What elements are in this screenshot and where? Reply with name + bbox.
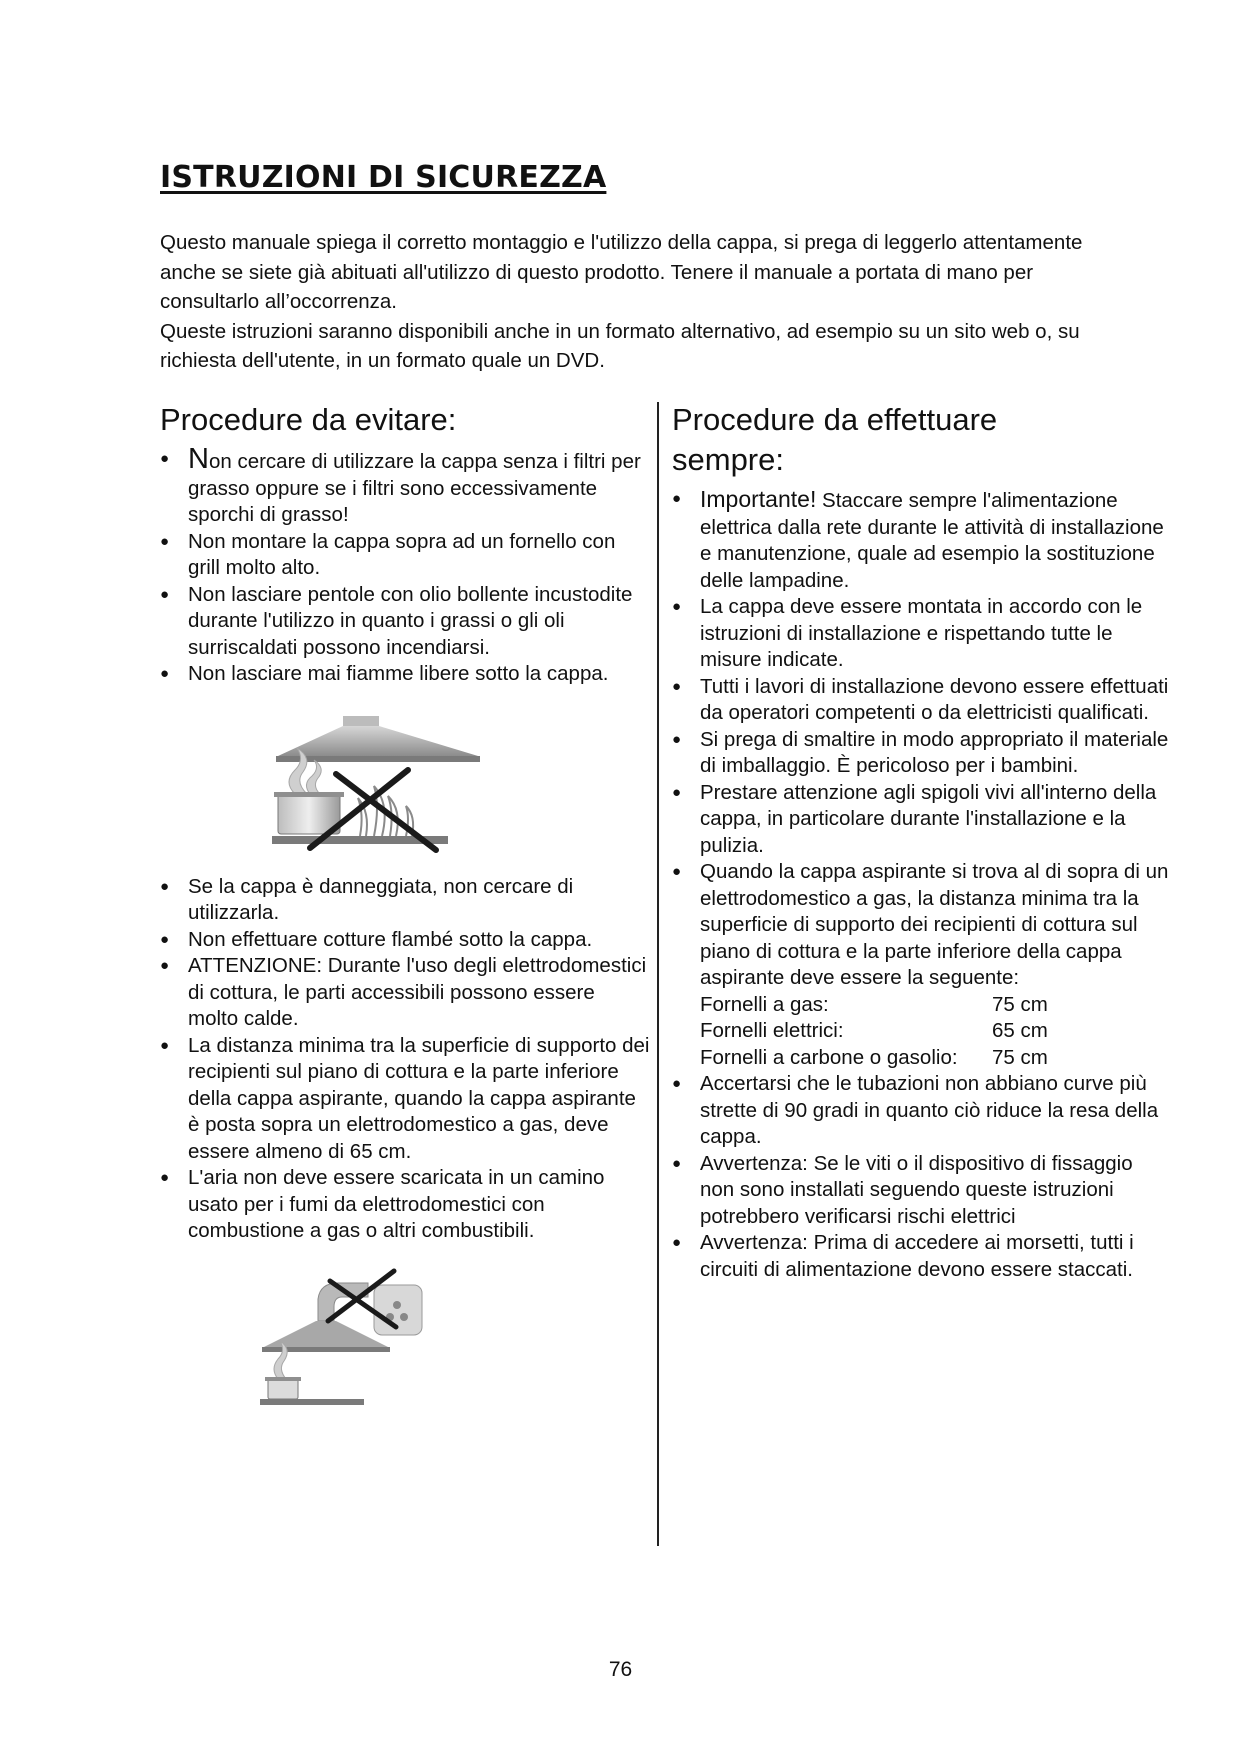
- left-column: [160, 400, 650, 1427]
- always-list: [672, 486, 1172, 1283]
- distance-value: 75 cm: [992, 992, 1048, 1016]
- intro-text: [160, 228, 1120, 376]
- list-item: ● Non montare la cappa sopra ad un fornello con grill molto alto.: [160, 529, 650, 582]
- table-row: [700, 1018, 1048, 1045]
- table-row: [700, 1045, 1048, 1072]
- list-item: ● Accertarsi che le tubazioni non abbiano curve più strette di 90 gradi in quanto ciò riduce la resa della cappa.: [672, 1071, 1172, 1151]
- list-item-text: Quando la cappa aspirante si trova al di sopra di un elettrodomestico a gas, la distanza minima tra la superficie di supporto dei recipienti di cottura sul piano di cottura e la parte inferiore della cappa aspirante deve essere la seguente:: [700, 860, 1169, 989]
- distance-value: 75 cm: [992, 1045, 1048, 1069]
- list-item: ● Avvertenza: Prima di accedere ai morsetti, tutti i circuiti di alimentazione devono essere staccati.: [672, 1230, 1172, 1283]
- list-item: ● Prestare attenzione agli spigoli vivi all'interno della cappa, in particolare durante l'installazione e la pulizia.: [672, 780, 1172, 860]
- distance-table: [700, 992, 1048, 1072]
- distance-label: Fornelli elettrici:: [700, 1019, 844, 1042]
- intro-paragraph-2: Queste istruzioni saranno disponibili anche in un formato alternativo, ad esempio su un sito web o, su richiesta dell'utente, in un formato quale un DVD.: [160, 319, 1080, 372]
- list-item-text: on cercare di utilizzare la cappa senza i filtri per grasso oppure se i filtri sono eccessivamente sporchi di grasso!: [188, 450, 641, 526]
- distance-label: Fornelli a gas:: [700, 992, 829, 1016]
- list-item: ● Tutti i lavori di installazione devono essere effettuati da operatori competenti o da elettricisti qualificati.: [672, 674, 1172, 727]
- list-item: [672, 859, 1172, 1071]
- intro-paragraph-1: Questo manuale spiega il corretto montaggio e l'utilizzo della cappa, si prega di leggerlo attentamente anche se siete già abituati all'utilizzo di questo prodotto. Tenere il manuale a portata di mano per consultarlo all’occorrenza.: [160, 231, 1083, 313]
- list-item: ● La distanza minima tra la superficie di supporto dei recipienti sul piano di cottura e la parte inferiore della cappa aspirante, quando la cappa aspirante è posta sopra un elettrodomestico a gas, deve essere almeno di 65 cm.: [160, 1033, 650, 1166]
- first-letter: N: [188, 443, 209, 475]
- avoid-list-a: [160, 443, 650, 688]
- list-item: ● La cappa deve essere montata in accordo con le istruzioni di installazione e rispettando tutte le misure indicate.: [672, 594, 1172, 674]
- avoid-list-b: [160, 874, 650, 1245]
- list-item: ● ATTENZIONE: Durante l'uso degli elettrodomestici di cottura, le parti accessibili possono essere molto calde.: [160, 953, 650, 1033]
- hood-chimney-illustration: [160, 1261, 650, 1411]
- list-item: ● Si prega di smaltire in modo appropriato il materiale di imballaggio. È pericoloso per i bambini.: [672, 727, 1172, 780]
- list-item: ● Avvertenza: Se le viti o il dispositivo di fissaggio non sono installati seguendo queste istruzioni potrebbero verificarsi rischi elettrici: [672, 1151, 1172, 1231]
- right-heading: Procedure da effettuare sempre:: [672, 402, 998, 477]
- cooker-hood-shape: [262, 1321, 390, 1352]
- distance-value: 65 cm: [992, 1019, 1048, 1042]
- hob-shape: [260, 1399, 364, 1405]
- hood-over-flame-illustration: [160, 708, 650, 856]
- list-item: ● Se la cappa è danneggiata, non cercare di utilizzarla.: [160, 874, 650, 927]
- left-heading: Procedure da evitare:: [160, 402, 457, 437]
- distance-label: Fornelli a carbone o gasolio:: [700, 1045, 958, 1069]
- list-item: ● L'aria non deve essere scaricata in un camino usato per i fumi da elettrodomestici con combustione a gas o altri combustibili.: [160, 1165, 650, 1245]
- list-item: ● Non lasciare mai fiamme libere sotto la cappa.: [160, 661, 650, 688]
- table-row: [700, 992, 1048, 1019]
- list-item: ● Non effettuare cotture flambé sotto la cappa.: [160, 927, 650, 954]
- list-item: [672, 486, 1172, 594]
- pot-shape: [265, 1377, 301, 1399]
- page-number: 76: [608, 1658, 633, 1681]
- page-title: ISTRUZIONI DI SICUREZZA: [160, 160, 607, 195]
- list-item-text: Staccare sempre l'alimentazione elettrica dalla rete durante le attività di installazione e manutenzione, quale ad esempio la sostituzione delle lampadine.: [700, 489, 1164, 592]
- right-column: [672, 400, 1172, 1283]
- list-item: ● Non lasciare pentole con olio bollente incustodite durante l'utilizzo in quanto i grassi o gli oli surriscaldati possono incendiarsi.: [160, 582, 650, 662]
- list-item: [160, 443, 650, 529]
- column-divider: [657, 402, 659, 1546]
- important-label: Importante!: [700, 486, 817, 512]
- cooker-hood-shape: [276, 716, 480, 762]
